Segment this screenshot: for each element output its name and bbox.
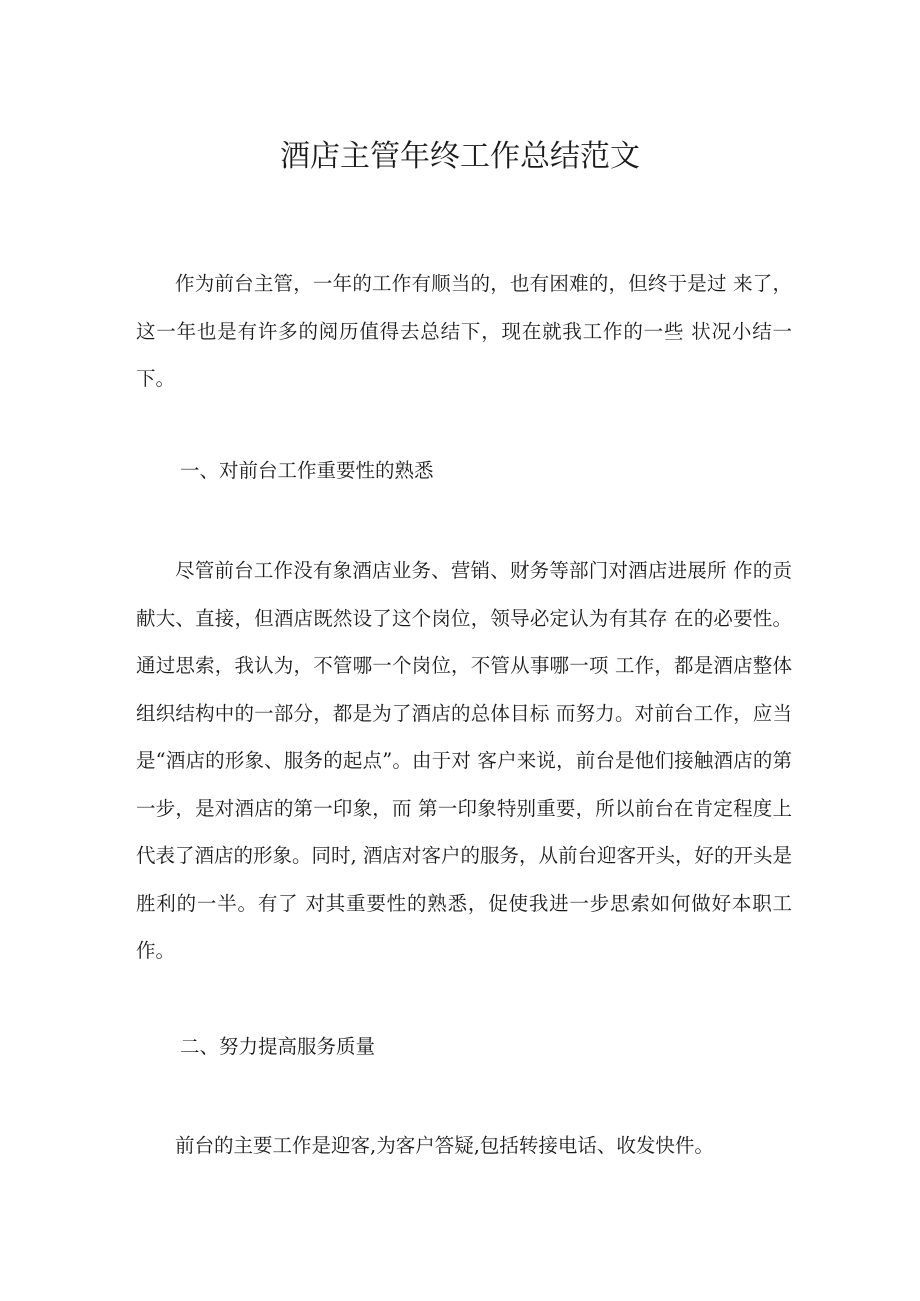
section-2-paragraph: 前台的主要工作是迎客,为客户答疑,包括转接电话、收发快件。	[175, 1134, 714, 1157]
document-title: 酒店主管年终工作总结范文	[280, 139, 640, 174]
section-1-heading: 一、对前台工作重要性的熟悉	[180, 459, 434, 482]
section-2-heading: 二、努力提高服务质量	[180, 1035, 376, 1058]
section-1-paragraph: 尽管前台工作没有象酒店业务、营销、财务等部门对酒店进展所 作的贡献大、直接，但酒店既然设了这个岗位，领导必定认为有其存 在的必要性。通过思索，我认为，不管哪一个岗位，不管从事哪一项 工作，都是酒店整体组织结构中的一部分，都是为了酒店的总体目标 而努力。对前台工作，应当是“酒店的形象、服务的起点”。由于对 客户来说，前台是他们接触酒店的第一步，是对酒店的第一印象，而 第一印象特别重要，所以前台在肯定程度上代表了酒店的形象。同时, 酒店对客户的服务，从前台迎客开头，好的开头是胜利的一半。有了 对其重要性的熟悉，促使我进一步思索如何做好本职工作。	[136, 559, 792, 962]
intro-paragraph: 作为前台主管，一年的工作有顺当的，也有困难的，但终于是过 来了，这一年也是有许多的阅历值得去总结下，现在就我工作的一些 状况小结一下。	[136, 272, 792, 390]
